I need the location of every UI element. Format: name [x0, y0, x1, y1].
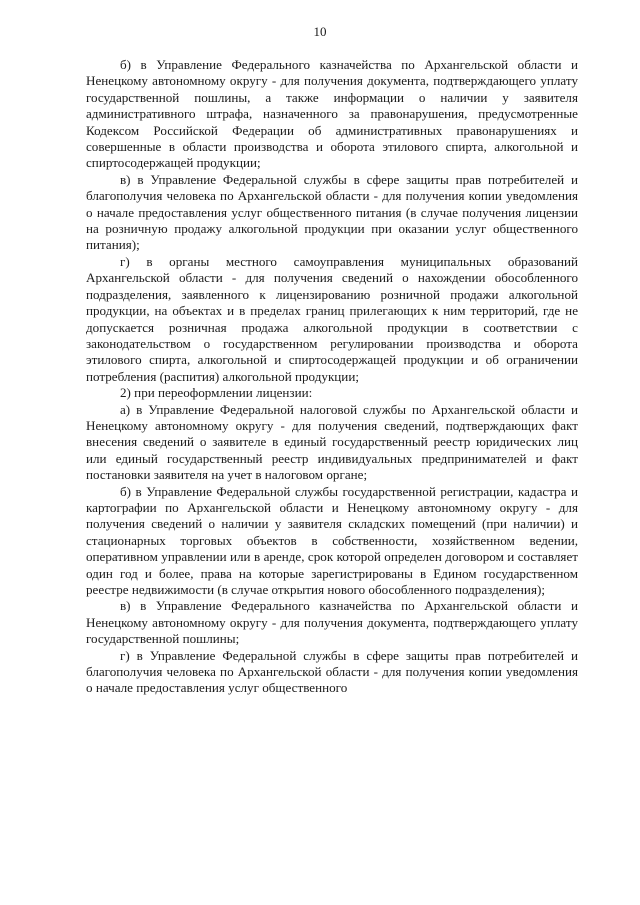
paragraph-item-a-tax-service: а) в Управление Федеральной налоговой службы по Архангельской области и Ненецкому автономному округу - для получения сведений, подтверждающих факт внесения сведений о заявителе в единый государственный реестр юридических лиц или единый государственный реестр индивидуальных предпринимателей и факт постановки заявителя на учет в налоговом органе; [86, 401, 578, 483]
paragraph-item-v-rospotrebnadzor: в) в Управление Федеральной службы в сфере защиты прав потребителей и благополучия человека по Архангельской области - для получения копии уведомления о начале предоставления услуг общественного питания (в случае получения лицензии на розничную продажу алкогольной продукции при оказании услуг общественного питания); [86, 171, 578, 253]
paragraph-item-g-rospotrebnadzor: г) в Управление Федеральной службы в сфере защиты прав потребителей и благополучия человека по Архангельской области - для получения копии уведомления о начале предоставления услуг общественного [86, 647, 578, 696]
page-number: 10 [313, 24, 327, 39]
paragraph-item-b-treasury: б) в Управление Федерального казначейства по Архангельской области и Ненецкому автономному округу - для получения документа, подтверждающего уплату государственной пошлины, а также информации о наличии у заявителя административного штрафа, назначенного за правонарушения, предусмотренные Кодексом Российской Федерации об административных правонарушениях и совершенные в области производства и оборота этилового спирта, алкогольной и спиртосодержащей продукции; [86, 57, 578, 171]
paragraph-item-b-rosreestr: б) в Управление Федеральной службы государственной регистрации, кадастра и картографии по Архангельской области и Ненецкому автономному округу - для получения сведений о наличии у заявителя складских помещений (при наличии) и стационарных торговых объектов в собственности, хозяйственном ведении, оперативном управлении или в аренде, срок которой определен договором и составляет один год и более, права на которые зарегистрированы в Едином государственном реестре недвижимости (в случае открытия нового обособленного подразделения); [86, 483, 578, 597]
paragraph-item-v-treasury: в) в Управление Федерального казначейства по Архангельской области и Ненецкому автономному округу - для получения документа, подтверждающего уплату государственной пошлины; [86, 598, 578, 647]
paragraph-section-2-reissue: 2) при переоформлении лицензии: [120, 385, 313, 401]
document-body [86, 57, 578, 697]
paragraph-item-g-local-government: г) в органы местного самоуправления муниципальных образований Архангельской области - для получения сведений о нахождении обособленного подразделения, заявленного к лицензированию розничной продажи алкогольной продукции, на объектах и в пределах границ прилегающих к ним территорий, где не допускается розничная продажа алкогольной продукции в соответствии с законодательством о государственном регулировании производства и оборота этилового спирта, алкогольной и спиртосодержащей продукции и об ограничении потребления (распития) алкогольной продукции; [86, 253, 578, 384]
